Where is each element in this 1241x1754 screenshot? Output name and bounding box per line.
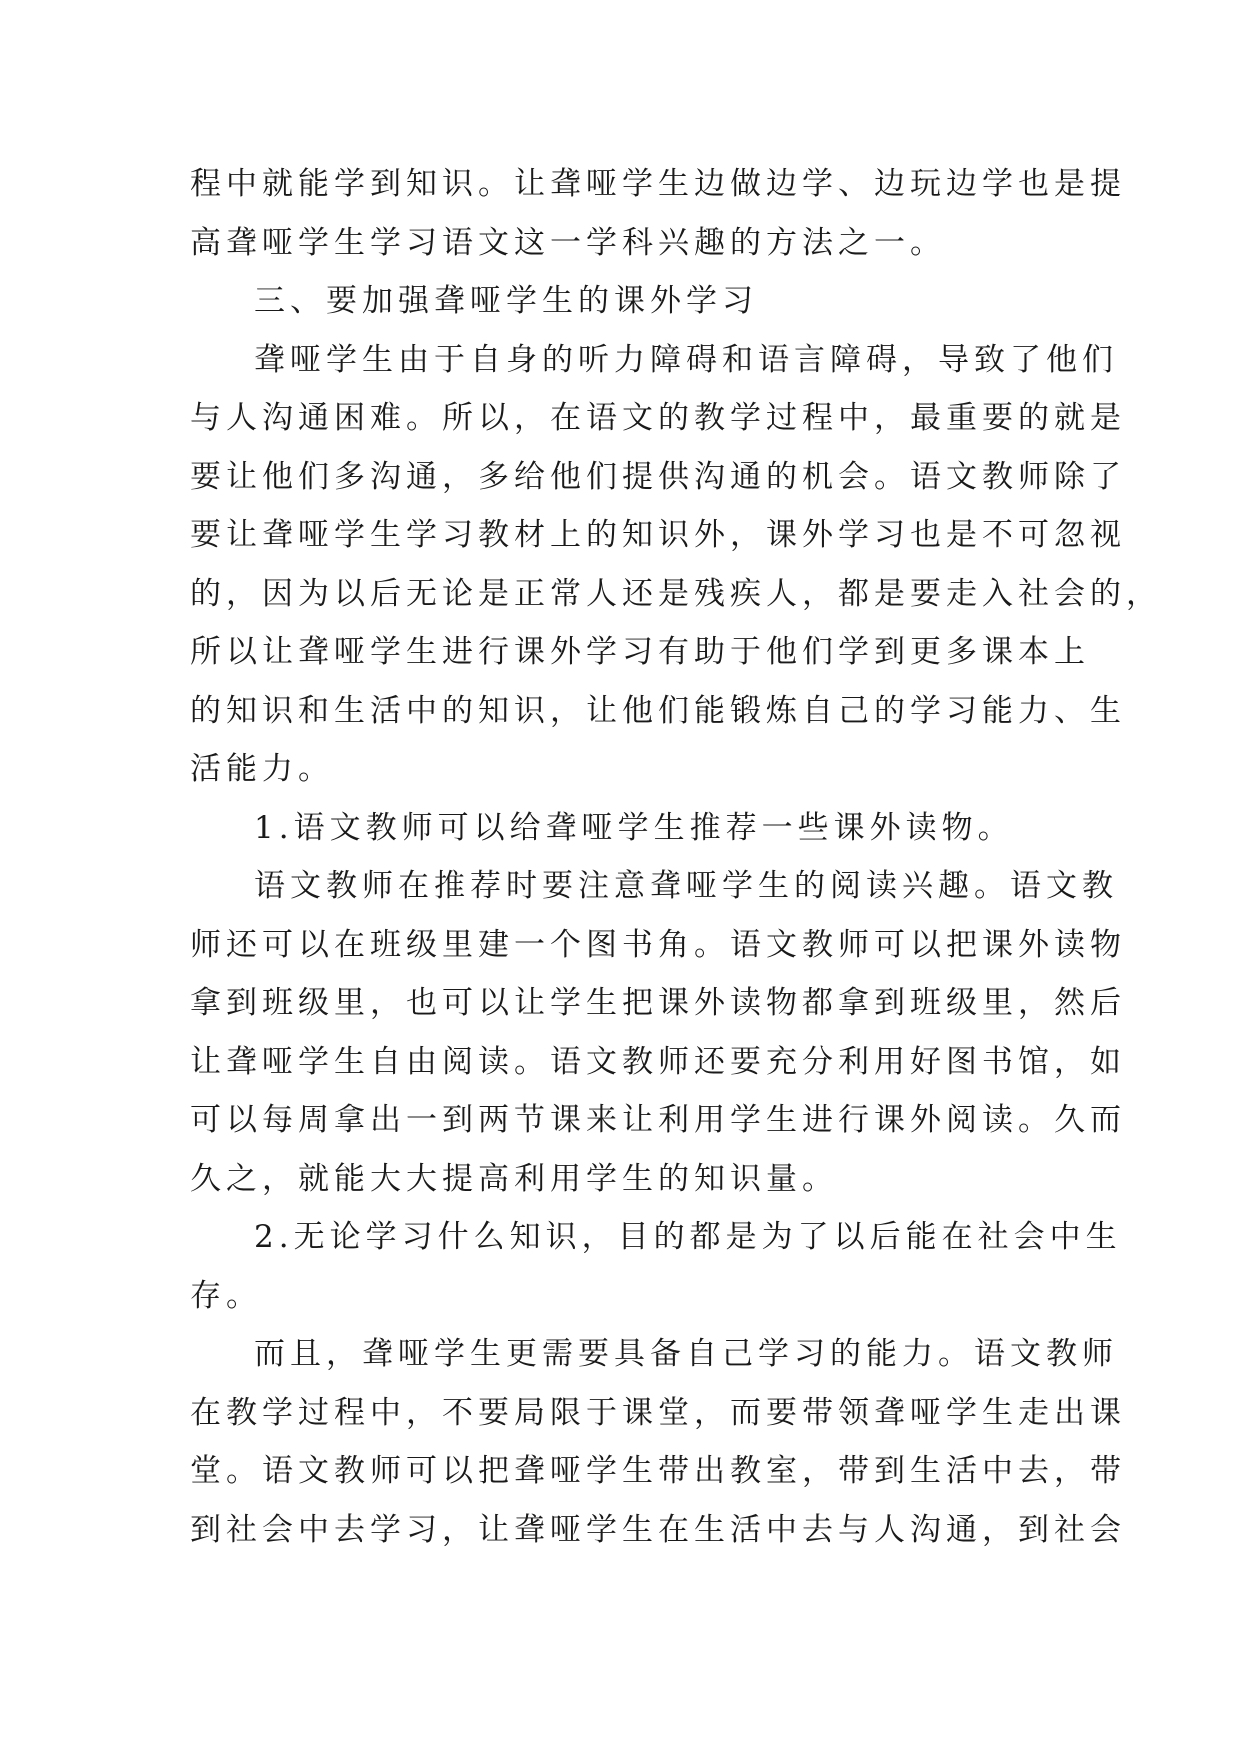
text-line: 的，因为以后无论是正常人还是残疾人，都是要走入社会的， [190,575,1162,612]
text-line: 高聋哑学生学习语文这一学科兴趣的方法之一。 [190,224,946,261]
section-heading: 三、要加强聋哑学生的课外学习 [254,283,758,319]
numbered-item: 1.语文教师可以给聋哑学生推荐一些课外读物。 [254,809,1014,846]
text-line: 在教学过程中，不要局限于课堂，而要带领聋哑学生走出课 [190,1394,1126,1431]
text-line: 程中就能学到知识。让聋哑学生边做边学、边玩边学也是提 [190,166,1126,202]
text-line: 聋哑学生由于自身的听力障碍和语言障碍，导致了他们 [254,341,1118,378]
text-line: 活能力。 [190,751,334,787]
text-line: 到社会中去学习，让聋哑学生在生活中去与人沟通，到社会 [190,1511,1126,1548]
text-line: 师还可以在班级里建一个图书角。语文教师可以把课外读物 [190,926,1126,963]
text-line: 可以每周拿出一到两节课来让利用学生进行课外阅读。久而 [190,1102,1126,1138]
text-line: 久之，就能大大提高利用学生的知识量。 [190,1160,838,1197]
text-line: 与人沟通困难。所以，在语文的教学过程中，最重要的就是 [190,400,1126,436]
text-line: 让聋哑学生自由阅读。语文教师还要充分利用好图书馆，如 [190,1043,1126,1080]
text-line: 拿到班级里，也可以让学生把课外读物都拿到班级里，然后 [190,985,1126,1021]
text-line: 的知识和生活中的知识，让他们能锻炼自己的学习能力、生 [190,692,1126,729]
text-line: 要让他们多沟通，多给他们提供沟通的机会。语文教师除了 [190,458,1126,495]
body-text [190,155,1162,1559]
text-line: 存。 [190,1277,262,1314]
text-line: 所以让聋哑学生进行课外学习有助于他们学到更多课本上 [190,634,1090,670]
numbered-item: 2.无论学习什么知识，目的都是为了以后能在社会中生 [254,1219,1122,1255]
text-line: 而且，聋哑学生更需要具备自己学习的能力。语文教师 [254,1336,1118,1372]
text-line: 堂。语文教师可以把聋哑学生带出教室，带到生活中去，带 [190,1453,1126,1489]
text-line: 要让聋哑学生学习教材上的知识外，课外学习也是不可忽视 [190,517,1126,553]
text-line: 语文教师在推荐时要注意聋哑学生的阅读兴趣。语文教 [254,868,1118,904]
